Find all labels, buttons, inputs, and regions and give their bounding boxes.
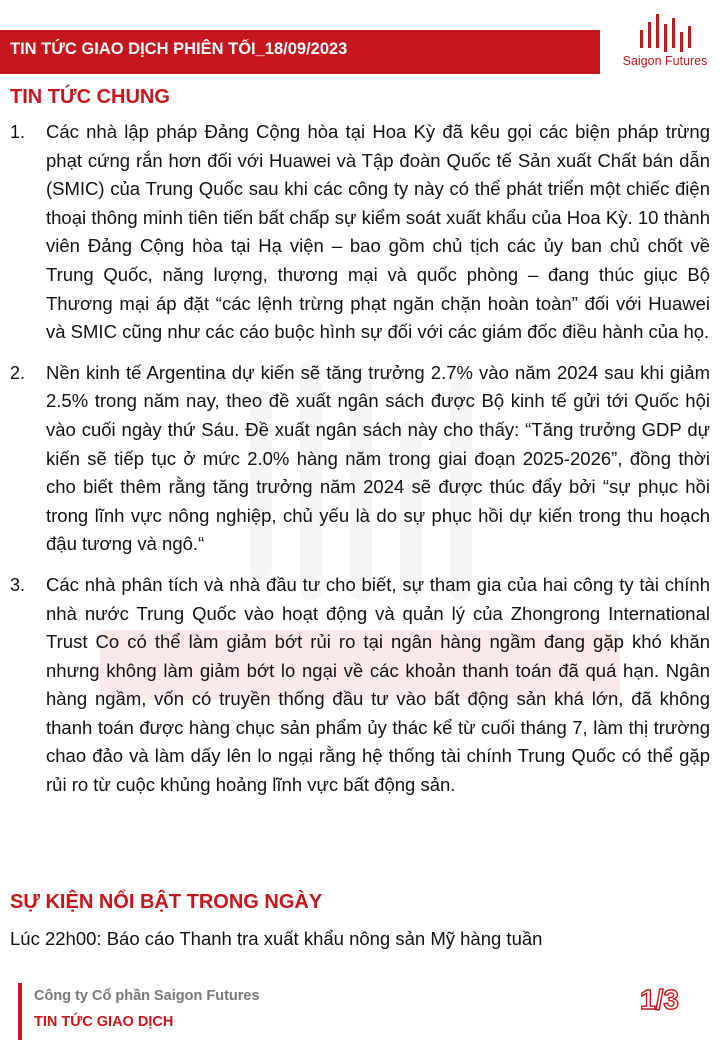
news-text: Nền kinh tế Argentina dự kiến sẽ tăng trưởng 2.7% vào năm 2024 sau khi giảm 2.5% trong năm nay, theo đề xuất ngân sách được Bộ kinh tế gửi tới Quốc hội vào cuối ngày thứ Sáu. Đề xuất ngân sách này cho thấy: “Tăng trưởng GDP dự kiến sẽ tiếp tục ở mức 2.0% hàng năm trong giai đoạn 2025-2026”, đồng thời cho biết thêm rằng tăng trưởng năm 2024 sẽ được thúc đẩy bởi “sự phục hồi trong lĩnh vực nông nghiệp, chủ yếu là do sự phục hồi dự kiến trong thu hoạch đậu tương và ngô.“ bbox=[46, 361, 710, 555]
news-list bbox=[0, 118, 720, 812]
news-item bbox=[0, 359, 720, 559]
news-number: 1. bbox=[10, 122, 26, 142]
news-text: Các nhà phân tích và nhà đầu tư cho biết, sự tham gia của hai công ty tài chính nhà nước Trung Quốc vào hoạt động và quản lý của Zhongrong International Trust Co có thể làm giảm bớt rủi ro tại ngân hàng ngầm đang gặp khó khăn nhưng không làm giảm bớt lo ngại về các khoản thanh toán đã quá hạn. Ngân hàng ngầm, vốn có truyền thống đầu tư vào bất động sản khá lớn, đã không thanh toán được hàng chục sản phẩm ủy thác kể từ cuối tháng 7, làm thị trường chao đảo và làm dấy lên lo ngại rằng hệ thống tài chính Trung Quốc có thể gặp rủi ro từ cuộc khủng hoảng lĩnh vực bất động sản. bbox=[46, 573, 710, 796]
footer-company: Công ty Cổ phần Saigon Futures bbox=[34, 988, 260, 1004]
news-number: 2. bbox=[10, 362, 26, 383]
news-text: Các nhà lập pháp Đảng Cộng hòa tại Hoa Kỳ đã kêu gọi các biện pháp trừng phạt cứng rắn hơn đối với Huawei và Tập đoàn Quốc tế Sản xuất Chất bán dẫn (SMIC) của Trung Quốc sau khi các công ty này có thể phát triển một chiếc điện thoại thông minh tiên tiến bất chấp sự kiểm soát xuất khẩu của Hoa Kỳ. 10 thành viên Đảng Cộng hòa tại Hạ viện – bao gồm chủ tịch các ủy ban chủ chốt về Trung Quốc, năng lượng, thương mại và quốc phòng – đang thúc giục Bộ Thương mại áp đặt “các lệnh trừng phạt ngăn chặn hoàn toàn” đối với Huawei và SMIC cũng như các cáo buộc hình sự đối với các giám đốc điều hành của họ. bbox=[46, 121, 710, 343]
highlight-events-heading: SỰ KIỆN NỔI BẬT TRONG NGÀY bbox=[10, 891, 323, 913]
page-number: 1/3 bbox=[640, 984, 679, 1015]
footer-accent-bar bbox=[18, 983, 22, 1040]
general-news-heading: TIN TỨC CHUNG bbox=[10, 86, 170, 108]
news-number: 3. bbox=[10, 574, 26, 595]
page-header bbox=[0, 0, 720, 80]
news-item bbox=[0, 571, 720, 800]
footer-label: TIN TỨC GIAO DỊCH bbox=[34, 1014, 174, 1030]
saigon-futures-logo bbox=[608, 8, 720, 72]
logo-bars-icon bbox=[638, 12, 698, 52]
logo-text: Saigon Futures bbox=[622, 54, 708, 68]
event-item: Lúc 22h00: Báo cáo Thanh tra xuất khẩu nông sản Mỹ hàng tuần bbox=[10, 928, 543, 949]
news-item bbox=[0, 118, 720, 347]
header-title: TIN TỨC GIAO DỊCH PHIÊN TỐI_18/09/2023 bbox=[10, 40, 348, 58]
